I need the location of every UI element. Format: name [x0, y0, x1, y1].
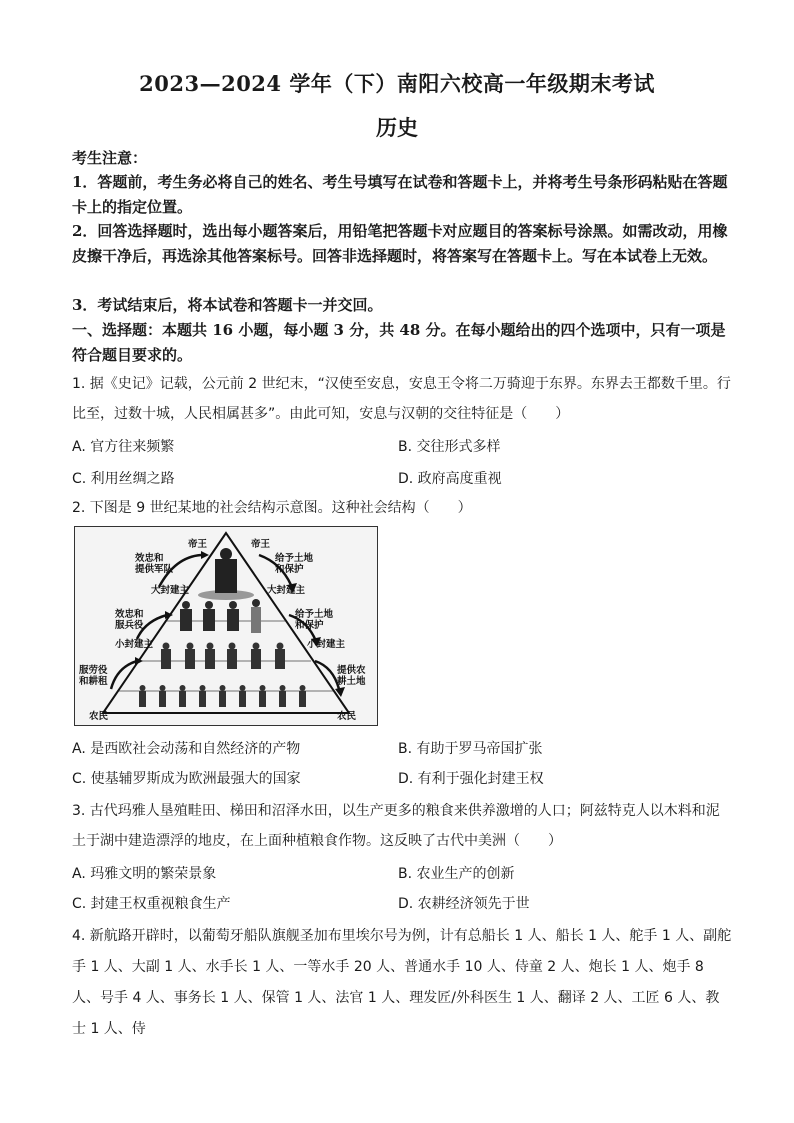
question-3-option-d[interactable]: D. 农耕经济领先于世	[398, 896, 530, 912]
question-1-option-b[interactable]: B. 交往形式多样	[398, 439, 501, 455]
exam-subject: 历史	[376, 115, 418, 140]
question-3-option-a[interactable]: A. 玛雅文明的繁荣景象	[72, 866, 217, 882]
label-peasant-right: 农民	[337, 711, 357, 722]
notice-item-2: 2．回答选择题时，选出每小题答案后，用铅笔把答题卡对应题目的答案标号涂黑。如需改动，用橡皮擦干净后，再选涂其他答案标号。回答非选择题时，将答案写在答题卡上。写在本试卷上无效。	[72, 222, 728, 265]
question-2-option-a[interactable]: A. 是西欧社会动荡和自然经济的产物	[72, 741, 301, 757]
small-lord-figures-icon	[161, 643, 285, 670]
question-2-stem: 2. 下图是 9 世纪某地的社会结构示意图。这种社会结构（ ）	[72, 500, 472, 516]
feudal-pyramid-diagram	[75, 527, 377, 725]
label-loyal-army: 效忠和提供军队	[135, 553, 174, 575]
question-1-option-c[interactable]: C. 利用丝绸之路	[72, 471, 175, 487]
label-give-land-1: 给予土地和保护	[275, 553, 314, 575]
section-heading: 一、选择题：本题共 16 小题，每小题 3 分，共 48 分。在每小题给出的四个选项中，只有一项是符合题目要求的。	[72, 321, 726, 364]
question-3-option-b[interactable]: B. 农业生产的创新	[398, 866, 515, 882]
label-small-lord-left: 小封建主	[115, 639, 154, 650]
label-big-lord-right: 大封建主	[267, 585, 306, 596]
label-labor-tax: 服劳役和耕租	[79, 665, 108, 687]
label-king-right: 帝王	[251, 539, 271, 550]
notice-item-1: 1．答题前，考生务必将自己的姓名、考生号填写在试卷和答题卡上，并将考生号条形码粘贴在答题卡上的指定位置。	[72, 173, 728, 216]
peasant-figures-icon	[139, 685, 306, 707]
big-lord-figures-icon	[180, 599, 261, 633]
exam-title: 2023—2024 学年（下）南阳六校高一年级期末考试	[139, 71, 655, 96]
label-give-farm: 提供农耕土地	[337, 665, 366, 687]
question-4-stem: 4. 新航路开辟时，以葡萄牙船队旗舰圣加布里埃尔号为例，计有总船长 1 人、船长 1 人、舵手 1 人、副舵手 1 人、大副 1 人、水手长 1 人、一等水手 20 人、普通水手 10 人、侍童 2 人、炮长 1 人、炮手 8 人、号手 4 人、事务长 1 人、保管 1 人、法官 1 人、理发匠/外科医生 1 人、翻译 2 人、工匠 6 人、教士 1 人、侍	[72, 928, 732, 1037]
label-give-land-2: 给予土地和保护	[295, 609, 334, 631]
question-2-option-d[interactable]: D. 有利于强化封建王权	[398, 771, 544, 787]
question-3-option-c[interactable]: C. 封建王权重视粮食生产	[72, 896, 231, 912]
question-2-option-b[interactable]: B. 有助于罗马帝国扩张	[398, 741, 543, 757]
question-1-option-a[interactable]: A. 官方往来频繁	[72, 439, 175, 455]
notice-heading: 考生注意：	[72, 149, 148, 167]
question-3-stem: 3. 古代玛雅人垦殖畦田、梯田和沼泽水田，以生产更多的粮食来供养激增的人口；阿兹特克人以木料和泥土于湖中建造漂浮的地皮，在上面种植粮食作物。这反映了古代中美洲（ ）	[72, 803, 720, 849]
label-big-lord-left: 大封建主	[151, 585, 190, 596]
label-peasant-left: 农民	[89, 711, 109, 722]
label-loyal-serve: 效忠和服兵役	[115, 609, 144, 631]
question-1-stem: 1. 据《史记》记载，公元前 2 世纪末，“汉使至安息，安息王令将二万骑迎于东界。东界去王都数千里。行比至，过数十城，人民相属甚多”。由此可知，安息与汉朝的交往特征是（ ）	[72, 376, 731, 422]
arrow-down-right-icon	[315, 661, 339, 689]
question-2-option-c[interactable]: C. 使基辅罗斯成为欧洲最强大的国家	[72, 771, 301, 787]
question-1-option-d[interactable]: D. 政府高度重视	[398, 471, 502, 487]
arrow-up-left-icon	[111, 661, 137, 689]
feudal-pyramid-figure	[74, 526, 378, 726]
label-king-left: 帝王	[188, 539, 208, 550]
notice-item-3: 3．考试结束后，将本试卷和答题卡一并交回。	[72, 296, 383, 314]
label-small-lord-right: 小封建主	[307, 639, 346, 650]
